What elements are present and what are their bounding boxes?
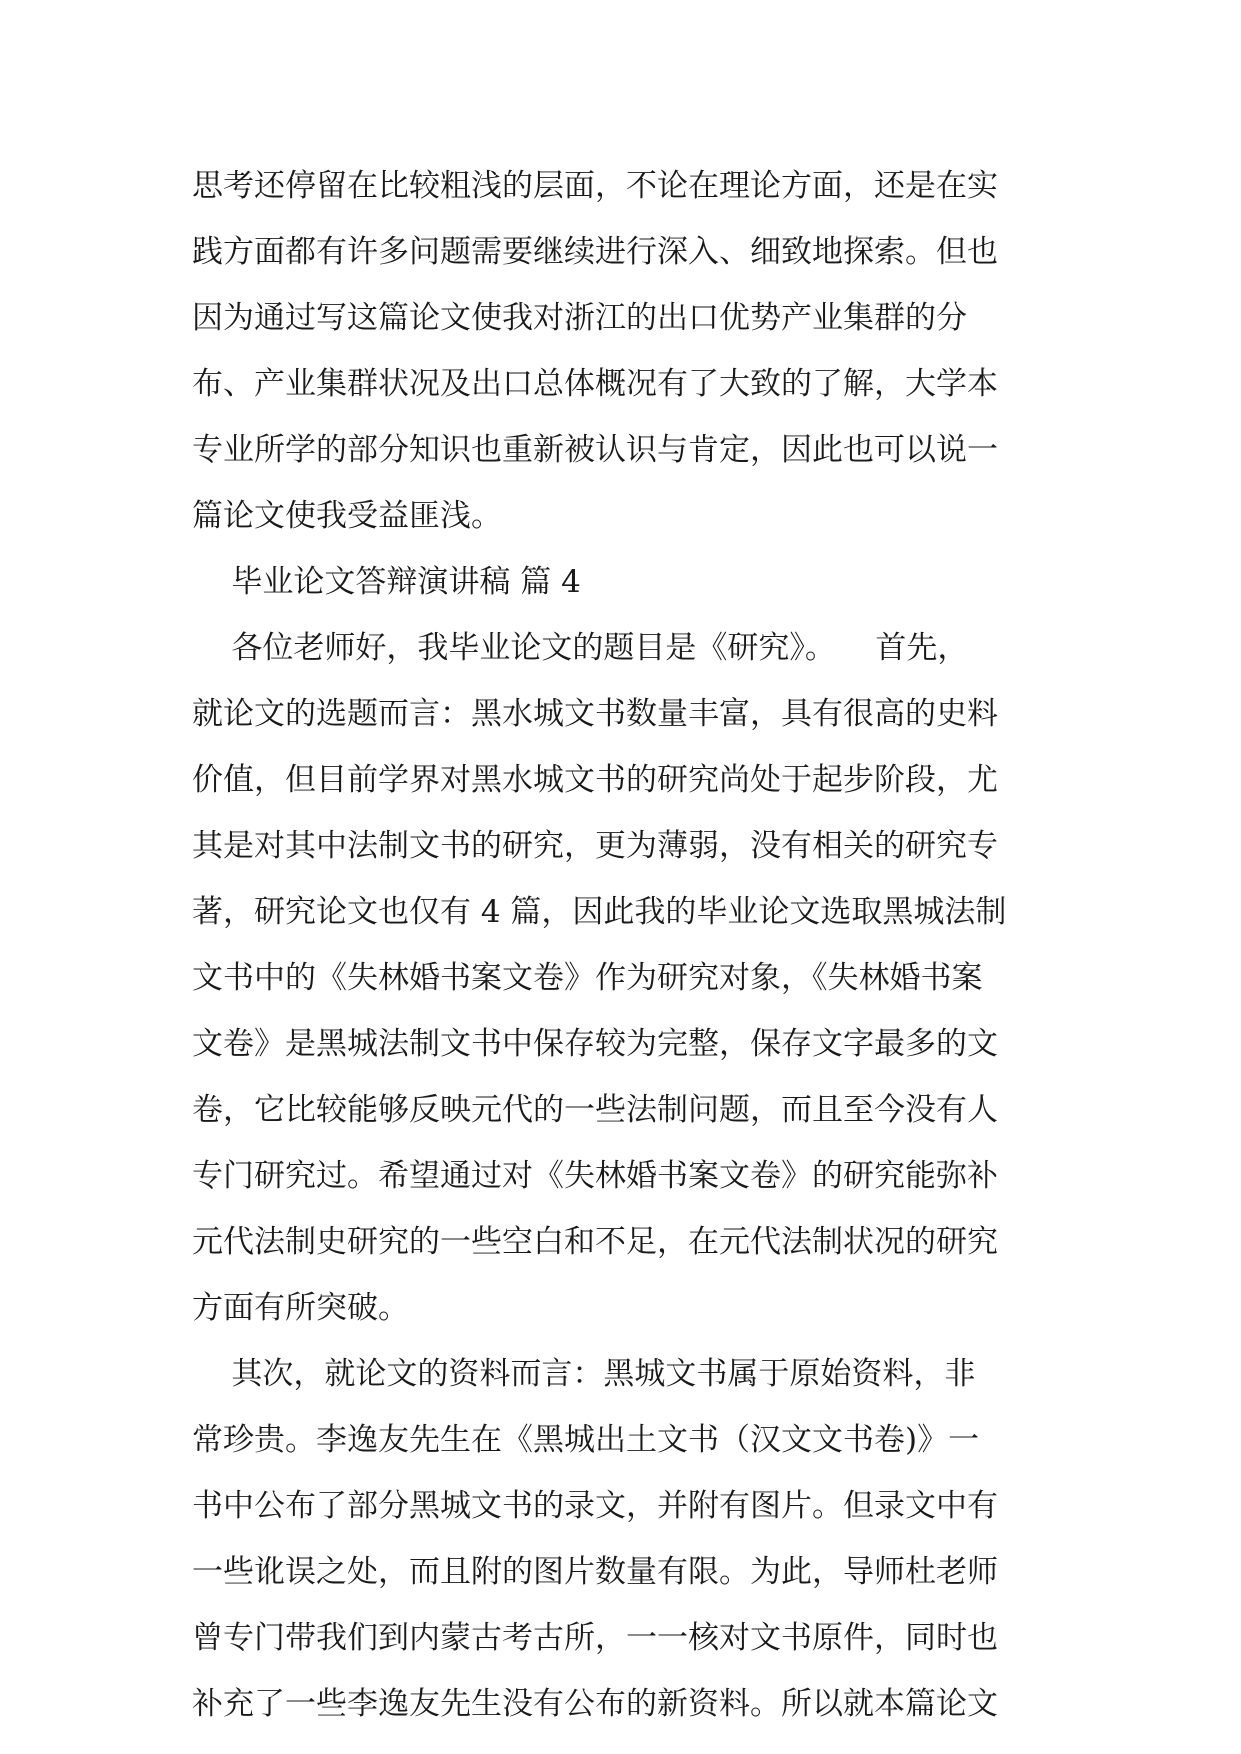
text-line: 补充了一些李逸友先生没有公布的新资料。所以就本篇论文 xyxy=(192,1686,998,1722)
text-line: 其是对其中法制文书的研究，更为薄弱，没有相关的研究专 xyxy=(192,828,998,864)
text-line: 文卷》是黑城法制文书中保存较为完整，保存文字最多的文 xyxy=(192,1026,998,1062)
text-line: 曾专门带我们到内蒙古考古所，一一核对文书原件，同时也 xyxy=(192,1620,998,1656)
text-line: 因为通过写这篇论文使我对浙江的出口优势产业集群的分 xyxy=(192,300,967,336)
text-line: 文书中的《失林婚书案文卷》作为研究对象，《失林婚书案 xyxy=(192,960,983,996)
text-line: 布、产业集群状况及出口总体概况有了大致的了解，大学本 xyxy=(192,366,998,402)
text-line: 其次，就论文的资料而言：黑城文书属于原始资料，非 xyxy=(192,1356,976,1392)
section-heading: 毕业论文答辩演讲稿 篇 4 xyxy=(192,564,581,600)
text-line: 价值，但目前学界对黑水城文书的研究尚处于起步阶段，尤 xyxy=(192,762,998,798)
text-line: 专门研究过。希望通过对《失林婚书案文卷》的研究能弥补 xyxy=(192,1158,998,1194)
text-line: 卷，它比较能够反映元代的一些法制问题，而且至今没有人 xyxy=(192,1092,998,1128)
text-line: 篇论文使我受益匪浅。 xyxy=(192,498,502,534)
text-line: 常珍贵。李逸友先生在《黑城出土文书（汉文文书卷)》一 xyxy=(192,1422,980,1458)
text-line: 著，研究论文也仅有 4 篇，因此我的毕业论文选取黑城法制 xyxy=(192,894,1007,930)
text-line: 就论文的选题而言：黑水城文书数量丰富，具有很高的史料 xyxy=(192,696,998,732)
text-line: 各位老师好，我毕业论文的题目是《研究》。 首先， xyxy=(192,630,969,666)
text-line: 书中公布了部分黑城文书的录文，并附有图片。但录文中有 xyxy=(192,1488,998,1524)
text-line: 元代法制史研究的一些空白和不足，在元代法制状况的研究 xyxy=(192,1224,998,1260)
text-line: 方面有所突破。 xyxy=(192,1290,409,1326)
text-line: 思考还停留在比较粗浅的层面，不论在理论方面，还是在实 xyxy=(192,168,998,204)
text-line: 践方面都有许多问题需要继续进行深入、细致地探索。但也 xyxy=(192,234,998,270)
text-line: 一些讹误之处，而且附的图片数量有限。为此，导师杜老师 xyxy=(192,1554,998,1590)
text-line: 专业所学的部分知识也重新被认识与肯定，因此也可以说一 xyxy=(192,432,998,468)
